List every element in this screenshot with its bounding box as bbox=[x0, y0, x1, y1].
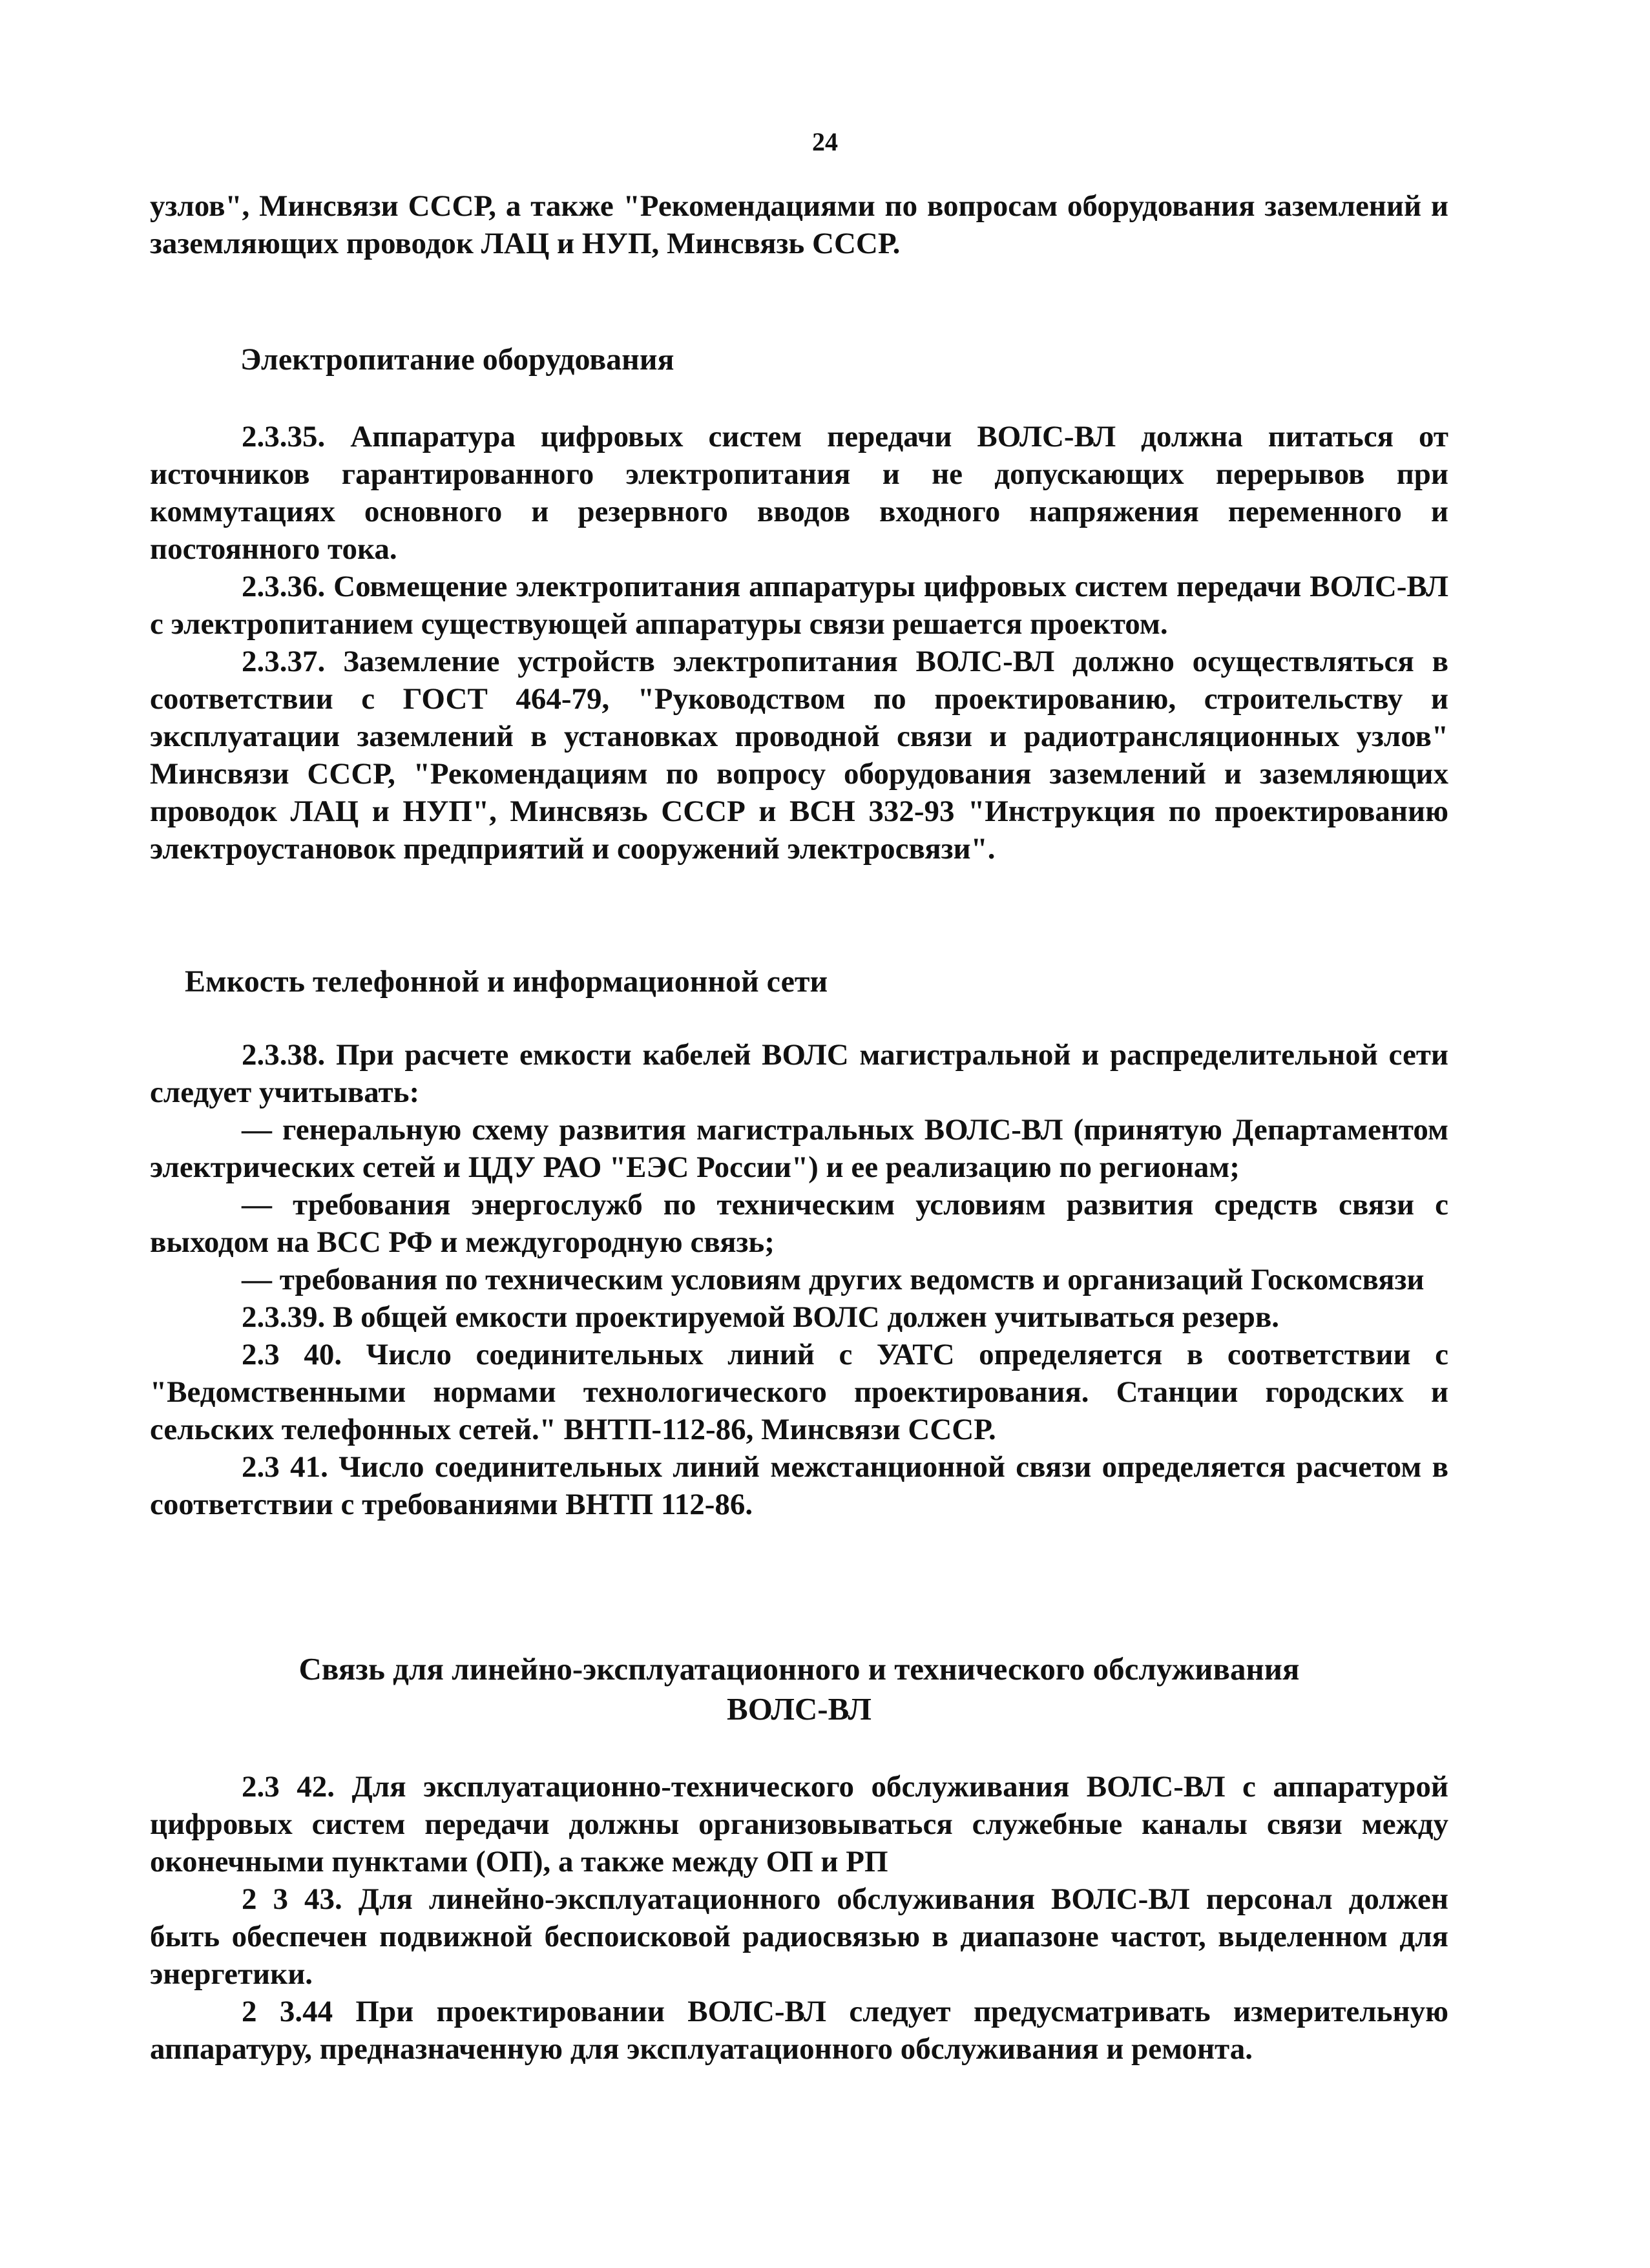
list-item-other-agencies: — требования по техническим условиям других ведомств и организаций Госкомсвязи bbox=[242, 1263, 1425, 1296]
paragraph-2-3-40: 2.3 40. Число соединительных линий с УАТС определяется в соответствии с "Ведомственными нормами технологического проектирования. Станции городских и сельских телефонных сетей." ВНТП-112-86, Минсвязи СССР. bbox=[150, 1338, 1448, 1446]
section-heading-service-communication bbox=[150, 1649, 1448, 1729]
intro-paragraph: узлов", Минсвязи СССР, а также "Рекомендациями по вопросам оборудования заземлений и заземляющих проводок ЛАЦ и НУП, Минсвязь СССР. bbox=[150, 189, 1448, 260]
paragraph-2-3-36: 2.3.36. Совмещение электропитания аппаратуры цифровых систем передачи ВОЛС-ВЛ с электропитанием существующей аппаратуры связи решается проектом. bbox=[150, 570, 1448, 641]
section-heading-line-1: Связь для линейно-эксплуатационного и технического обслуживания bbox=[298, 1651, 1300, 1687]
section-heading-line-2: ВОЛС-ВЛ bbox=[727, 1691, 872, 1727]
paragraph-2-3-38: 2.3.38. При расчете емкости кабелей ВОЛС магистральной и распределительной сети следует учитывать: bbox=[150, 1038, 1448, 1109]
section-heading-capacity: Емкость телефонной и информационной сети bbox=[185, 964, 828, 999]
intro-paragraph-block bbox=[150, 187, 1448, 262]
page-number: 24 bbox=[812, 127, 838, 156]
paragraph-2-3-39: 2.3.39. В общей емкости проектируемой ВОЛС должен учитываться резерв. bbox=[242, 1300, 1280, 1334]
section-heading-power: Электропитание оборудования bbox=[240, 342, 674, 377]
paragraph-2-3-35: 2.3.35. Аппаратура цифровых систем передачи ВОЛС-ВЛ должна питаться от источников гарантированного электропитания и не допускающих перерывов при коммутациях основного и резервного вводов входного напряжения переменного и постоянного тока. bbox=[150, 420, 1448, 566]
section-power-body bbox=[150, 418, 1448, 868]
paragraph-2-3-43: 2 3 43. Для линейно-эксплуатационного обслуживания ВОЛС-ВЛ персонал должен быть обеспечен подвижной беспоисковой радиосвязью в диапазоне частот, выделенном для энергетики. bbox=[150, 1882, 1448, 1991]
section-service-body bbox=[150, 1768, 1448, 2068]
paragraph-2-3-42: 2.3 42. Для эксплуатационно-технического обслуживания ВОЛС-ВЛ с аппаратурой цифровых систем передачи должны организовываться служебные каналы связи между оконечными пунктами (ОП), а также между ОП и РП bbox=[150, 1770, 1448, 1878]
paragraph-2-3-44: 2 3.44 При проектировании ВОЛС-ВЛ следует предусматривать измерительную аппаратуру, предназначенную для эксплуатационного обслуживания и ремонта. bbox=[150, 1995, 1448, 2066]
list-item-general-scheme: — генеральную схему развития магистральных ВОЛС-ВЛ (принятую Департаментом электрических сетей и ЦДУ РАО "ЕЭС России") и ее реализацию по регионам; bbox=[150, 1113, 1448, 1184]
list-item-energy-services: — требования энергослужб по техническим условиям развития средств связи с выходом на ВСС РФ и междугородную связь; bbox=[150, 1188, 1448, 1259]
section-capacity-body bbox=[150, 1036, 1448, 1523]
paragraph-2-3-37: 2.3.37. Заземление устройств электропитания ВОЛС-ВЛ должно осуществляться в соответствии с ГОСТ 464-79, "Руководством по проектированию, строительству и эксплуатации заземлений в установках проводной связи и радиотрансляционных узлов" Минсвязи СССР, "Рекомендациям по вопросу оборудования заземлений и заземляющих проводок ЛАЦ и НУП", Минсвязь СССР и ВСН 332-93 "Инструкция по проектированию электроустановок предприятий и сооружений электросвязи". bbox=[150, 645, 1448, 866]
paragraph-2-3-41: 2.3 41. Число соединительных линий межстанционной связи определяется расчетом в соответствии с требованиями ВНТП 112-86. bbox=[150, 1450, 1448, 1521]
